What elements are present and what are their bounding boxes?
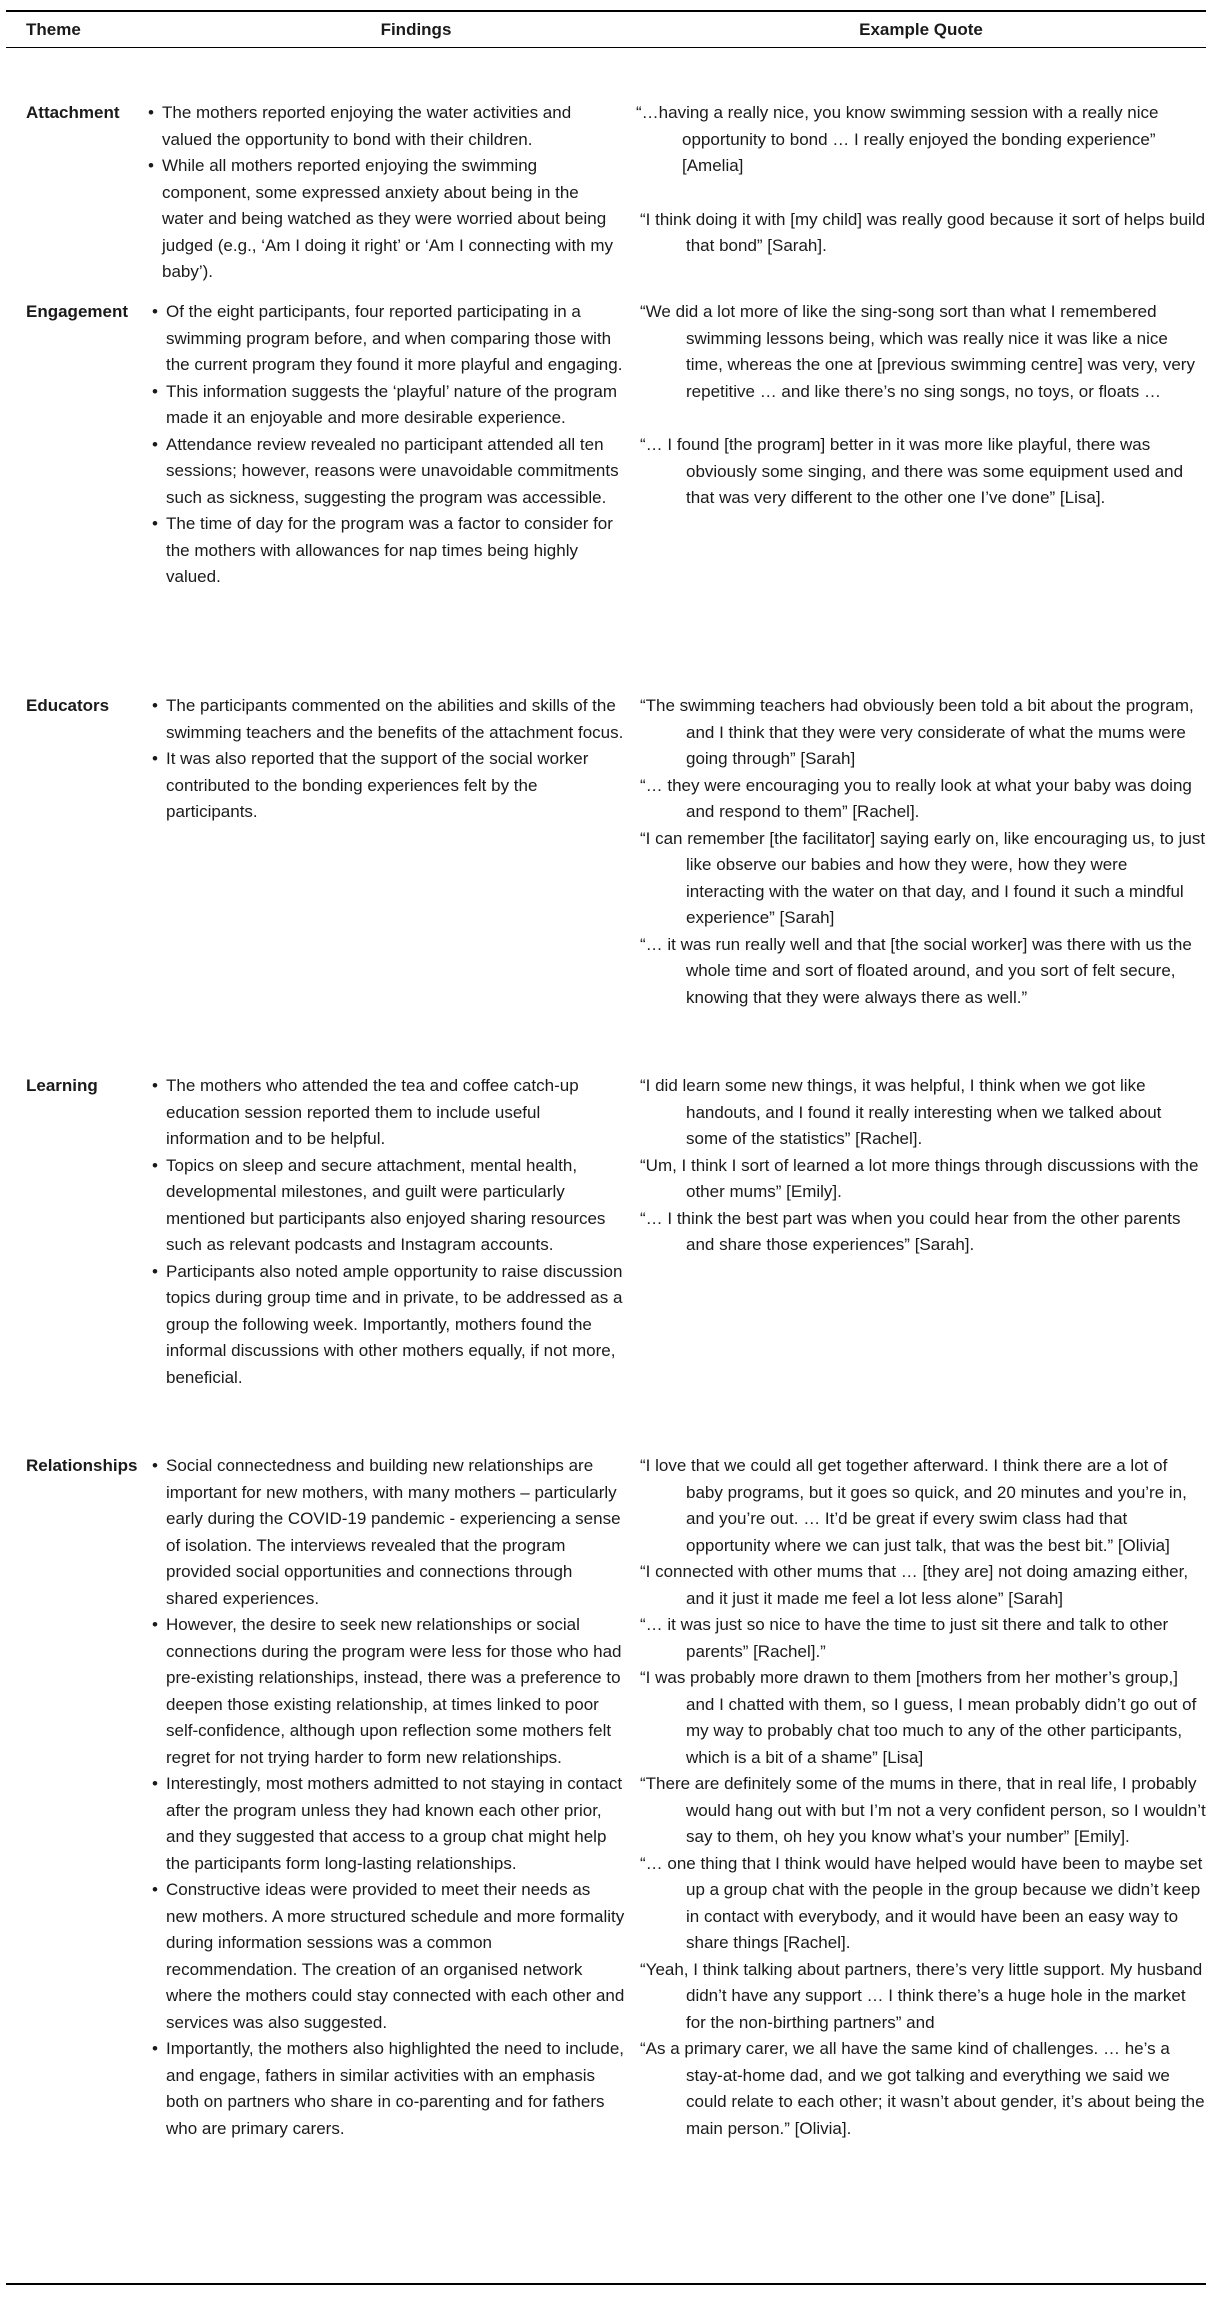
theme-cell: Educators bbox=[26, 696, 110, 715]
quote-item: “… one thing that I think would have helped would have been to maybe set up a group chat with the people in the group because we didn’t keep in contact with everybody, and it would have been an easy way to share things [Rachel]. bbox=[640, 1853, 1203, 1952]
findings-cell bbox=[139, 693, 626, 1073]
quote-item: “I connected with other mums that … [they are] not doing amazing either, and it just it made me feel a lot less alone” [Sarah] bbox=[640, 1562, 1189, 1608]
finding-item: • Importantly, the mothers also highlighted the need to include, and engage, fathers in similar activities with an emphasis both on partners who share in co-parenting and for fathers who are primary carers. bbox=[152, 2036, 626, 2142]
findings-cell bbox=[135, 100, 622, 299]
quote-item: “… it was just so nice to have the time to just sit there and talk to other parents” [Rachel].” bbox=[640, 1615, 1169, 1661]
quote-item: “Um, I think I sort of learned a lot more things through discussions with the other mums” [Emily]. bbox=[640, 1155, 1199, 1201]
finding-item: • Participants also noted ample opportunity to raise discussion topics during group time and in private, to be addressed as a group the following week. Importantly, mothers found the informal discussions with other mothers equally, if not more, beneficial. bbox=[152, 1259, 626, 1392]
quote-item: “… I found [the program] better in it was more like playful, there was obviously some singing, and there was some equipment used and that was very different to the other one I’ve done” [Lisa]. bbox=[640, 435, 1184, 507]
theme-cell: Attachment bbox=[26, 103, 120, 122]
finding-item: • However, the desire to seek new relationships or social connections during the program were less for those who had pre-existing relationships, instead, there was a preference to deepen those existing relationship, at times linked to poor self-confidence, although upon reflection some mothers felt regret for not trying harder to form new relationships. bbox=[152, 1612, 626, 1771]
finding-item: • The mothers reported enjoying the water activities and valued the opportunity to bond with their children. bbox=[148, 100, 622, 153]
quote-cell bbox=[622, 100, 1206, 299]
quote-cell bbox=[626, 693, 1206, 1073]
table-header bbox=[6, 12, 1206, 47]
finding-item: • Topics on sleep and secure attachment, mental health, developmental milestones, and guilt were particularly mentioned but participants also enjoyed sharing resources such as relevant podcasts and Instagram accounts. bbox=[152, 1153, 626, 1259]
quote-item: “… I think the best part was when you could hear from the other parents and share those experiences” [Sarah]. bbox=[640, 1208, 1181, 1254]
finding-item: • This information suggests the ‘playful’ nature of the program made it an enjoyable and more desirable experience. bbox=[152, 379, 626, 432]
finding-item: • Constructive ideas were provided to meet their needs as new mothers. A more structured schedule and more formality during information sessions was a common recommendation. The creation of an organised network where the mothers could stay connected with each other and services was also suggested. bbox=[152, 1877, 626, 2036]
findings-table bbox=[6, 10, 1206, 2285]
quote-item: “I love that we could all get together afterward. I think there are a lot of baby programs, but it goes so quick, and 20 minutes and you’re in, and you’re out. … It’d be great if every swim class had that opportunity where we can just talk, that was the best bit.” [Olivia] bbox=[640, 1456, 1187, 1555]
findings-cell bbox=[139, 299, 626, 693]
finding-item: • The mothers who attended the tea and coffee catch-up education session reported them to include useful information and to be helpful. bbox=[152, 1073, 626, 1153]
quote-item: “… they were encouraging you to really look at what your baby was doing and respond to them” [Rachel]. bbox=[640, 775, 1192, 821]
quote-item: “As a primary carer, we all have the same kind of challenges. … he’s a stay-at-home dad, and we got talking and everything we said we could relate to each other; it wasn’t about gender, it’s about being the main person.” [Olivia]. bbox=[640, 2039, 1205, 2138]
quote-cell bbox=[626, 1073, 1206, 1453]
theme-cell: Relationships bbox=[26, 1456, 138, 1475]
quote-item: “There are definitely some of the mums in there, that in real life, I probably would hang out with but I’m not a very confident person, so I wouldn’t say to them, oh hey you know what’s your number” [Emily]. bbox=[640, 1774, 1206, 1846]
finding-item: • Social connectedness and building new relationships are important for new mothers, with many mothers – particularly early during the COVID-19 pandemic - experiencing a sense of isolation. The interviews revealed that the program provided social opportunities and connections through shared experiences. bbox=[152, 1453, 626, 1612]
finding-item: • It was also reported that the support of the social worker contributed to the bonding experiences felt by the participants. bbox=[152, 746, 626, 826]
quote-item: “I can remember [the facilitator] saying early on, like encouraging us, to just like observe our babies and how they were, how they were interacting with the water on that day, and I found it such a mindful experience” [Sarah] bbox=[640, 828, 1206, 927]
table-row-relationships bbox=[6, 1453, 1206, 2283]
quote-cell bbox=[626, 299, 1206, 693]
header-quote: Example Quote bbox=[859, 19, 983, 39]
theme-cell: Learning bbox=[26, 1076, 98, 1095]
findings-cell bbox=[139, 1453, 626, 2283]
finding-item: • Of the eight participants, four reported participating in a swimming program before, and when comparing those with the current program they found it more playful and engaging. bbox=[152, 299, 626, 379]
finding-item: • While all mothers reported enjoying the swimming component, some expressed anxiety about being in the water and being watched as they were worried about being judged (e.g., ‘Am I doing it right’ or ‘Am I connecting with my baby’). bbox=[148, 153, 622, 286]
table-bottom-rule bbox=[6, 2283, 1206, 2285]
quote-item: “I think doing it with [my child] was really good because it sort of helps build that bond” [Sarah]. bbox=[640, 209, 1206, 255]
finding-item: • The time of day for the program was a factor to consider for the mothers with allowances for nap times being highly valued. bbox=[152, 511, 626, 591]
quote-cell bbox=[626, 1453, 1206, 2283]
table-row-educators bbox=[6, 693, 1206, 1073]
table-row-engagement bbox=[6, 299, 1206, 693]
finding-item: • Interestingly, most mothers admitted to not staying in contact after the program unless they had known each other prior, and they suggested that access to a group chat might help the participants form long-lasting relationships. bbox=[152, 1771, 626, 1877]
header-findings: Findings bbox=[380, 19, 452, 39]
theme-cell: Engagement bbox=[26, 302, 129, 321]
findings-cell bbox=[139, 1073, 626, 1453]
quote-item: “Yeah, I think talking about partners, there’s very little support. My husband didn’t have any support … I think there’s a huge hole in the market for the non-birthing partners” and bbox=[640, 1959, 1203, 2032]
finding-item: • Attendance review revealed no participant attended all ten sessions; however, reasons were unavoidable commitments such as sickness, suggesting the program was accessible. bbox=[152, 432, 626, 512]
quote-item: “…having a really nice, you know swimming session with a really nice opportunity to bond … I really enjoyed the bonding experience” [Amelia] bbox=[636, 103, 1159, 175]
quote-item: “I was probably more drawn to them [mothers from her mother’s group,] and I chatted with them, so I guess, I mean probably didn’t go out of my way to probably chat too much to any of the other participants, which is a bit of a shame” [Lisa] bbox=[640, 1668, 1197, 1767]
quote-item: “… it was run really well and that [the social worker] was there with us the whole time and sort of floated around, and you sort of felt secure, knowing that they were always there as well.” bbox=[640, 934, 1192, 1007]
finding-item: • The participants commented on the abilities and skills of the swimming teachers and the benefits of the attachment focus. bbox=[152, 693, 626, 746]
table-row-learning bbox=[6, 1073, 1206, 1453]
quote-item: “The swimming teachers had obviously been told a bit about the program, and I think that they were very considerate of what the mums were going through” [Sarah] bbox=[640, 696, 1194, 768]
header-theme: Theme bbox=[26, 19, 81, 39]
quote-item: “I did learn some new things, it was helpful, I think when we got like handouts, and I found it really interesting when we talked about some of the statistics” [Rachel]. bbox=[640, 1076, 1162, 1148]
table-row-attachment bbox=[6, 48, 1206, 299]
quote-item: “We did a lot more of like the sing-song sort than what I remembered swimming lessons being, which was really nice it was like a nice time, whereas the one at [previous swimming centre] was very, very repetitive … and like there’s no sing songs, no toys, or floats … bbox=[640, 302, 1195, 401]
